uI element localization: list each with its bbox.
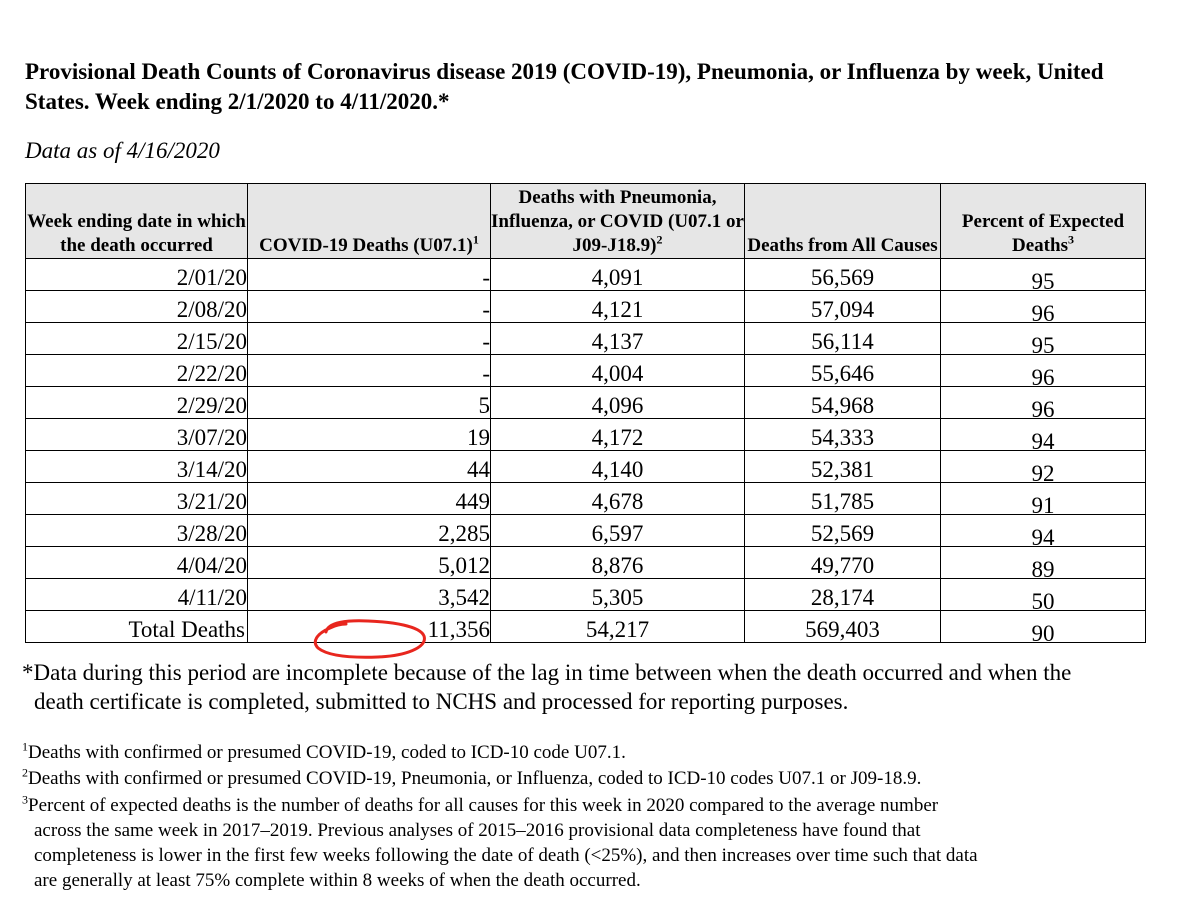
cell-week: 2/22/20 [26, 355, 248, 387]
cell-pneumonia: 4,678 [491, 483, 745, 515]
note-line: *Data during this period are incomplete because of the lag in time between when the death occurred and when the [22, 660, 1072, 685]
cell-week: 4/04/20 [26, 547, 248, 579]
cell-pneumonia: 8,876 [491, 547, 745, 579]
cell-all-causes: 28,174 [745, 579, 941, 611]
cell-percent: 96 [941, 291, 1146, 323]
cell-all-causes: 56,569 [745, 259, 941, 291]
cell-all-causes: 54,968 [745, 387, 941, 419]
cell-covid: 2,285 [248, 515, 491, 547]
cell-covid: 5 [248, 387, 491, 419]
cell-percent: 96 [941, 387, 1146, 419]
cell-pneumonia: 4,172 [491, 419, 745, 451]
cell-week: 3/28/20 [26, 515, 248, 547]
cell-percent: 95 [941, 323, 1146, 355]
total-percent: 90 [941, 611, 1146, 643]
header-covid: COVID-19 Deaths $(U07.1)^1$ [248, 184, 491, 259]
cell-pneumonia: 4,091 [491, 259, 745, 291]
table-header-row [26, 184, 1146, 259]
cell-pneumonia: 4,140 [491, 451, 745, 483]
cell-pneumonia: 4,121 [491, 291, 745, 323]
cell-week: 3/14/20 [26, 451, 248, 483]
total-pneumonia: 54,217 [491, 611, 745, 643]
cell-covid: 449 [248, 483, 491, 515]
cell-percent: 91 [941, 483, 1146, 515]
header-pneumonia: Deaths with Pneumonia, Influenza, or COVID (U07.1 or J09-J18.9)$^2$ [491, 184, 745, 259]
table-row [26, 355, 1146, 387]
cell-week: 2/15/20 [26, 323, 248, 355]
total-row [26, 611, 1146, 643]
total-label: Total Deaths [26, 611, 248, 643]
table-row [26, 547, 1146, 579]
cell-all-causes: 49,770 [745, 547, 941, 579]
table-row [26, 323, 1146, 355]
cell-pneumonia: 5,305 [491, 579, 745, 611]
cell-percent: 95 [941, 259, 1146, 291]
cell-week: 3/07/20 [26, 419, 248, 451]
header-percent-expected: Percent of Expected Deaths$^3$ [941, 184, 1146, 259]
header-all-causes: Deaths from All Causes [745, 184, 941, 259]
footnote-1: $^1$Deaths with confirmed or presumed COVID-19, coded to ICD-10 code U07.1. [22, 739, 626, 763]
footnote-2: $^2$Deaths with confirmed or presumed COVID-19, Pneumonia, or Influenza, coded to ICD-10 codes U07.1 or J09-18.9. [22, 765, 922, 789]
table-body [26, 259, 1146, 646]
cell-all-causes: 56,114 [745, 323, 941, 355]
table-row [26, 419, 1146, 451]
table-row [26, 387, 1146, 419]
table-row [26, 515, 1146, 547]
cell-all-causes: 57,094 [745, 291, 941, 323]
cell-covid: - [248, 323, 491, 355]
cell-all-causes: 52,569 [745, 515, 941, 547]
cell-covid: 19 [248, 419, 491, 451]
cell-covid: - [248, 291, 491, 323]
cell-percent: 89 [941, 547, 1146, 579]
cell-covid: 44 [248, 451, 491, 483]
footnote-3: $^3$Percent of expected deaths is the number of deaths for all causes for this week in 2020 compared to the average number across the same week in 2017–2019. Previous analyses of 2015–2016 provisional data completeness have found that completeness is lower in the first few weeks following the date of death (<25%), and then increases over time such that data are generally at least 75% complete within 8 weeks of when the death occurred. [22, 792, 978, 891]
cell-covid: - [248, 259, 491, 291]
cell-pneumonia: 4,137 [491, 323, 745, 355]
table-row [26, 579, 1146, 611]
note-line: death certificate is completed, submitted to NCHS and processed for reporting purposes. [34, 689, 849, 714]
cell-pneumonia: 4,096 [491, 387, 745, 419]
deaths-table [25, 183, 1146, 646]
data-as-of: Data as of 4/16/2020 [25, 138, 220, 163]
header-week: Week ending date in which the death occurred [26, 184, 248, 259]
cell-percent: 96 [941, 355, 1146, 387]
cell-week: 2/08/20 [26, 291, 248, 323]
total-all-causes: 569,403 [745, 611, 941, 643]
cell-percent: 50 [941, 579, 1146, 611]
document-title: Provisional Death Counts of Coronavirus disease 2019 (COVID-19), Pneumonia, or Influenza by week, United States. Week ending 2/1/2020 to 4/11/2020.* [25, 59, 1104, 114]
cell-all-causes: 55,646 [745, 355, 941, 387]
table-row [26, 451, 1146, 483]
table-row [26, 291, 1146, 323]
total-covid: 11,356 [248, 611, 491, 643]
cell-covid: 3,542 [248, 579, 491, 611]
cell-pneumonia: 4,004 [491, 355, 745, 387]
cell-week: 3/21/20 [26, 483, 248, 515]
cell-pneumonia: 6,597 [491, 515, 745, 547]
cell-percent: 92 [941, 451, 1146, 483]
table-row [26, 259, 1146, 291]
cell-week: 4/11/20 [26, 579, 248, 611]
cell-all-causes: 51,785 [745, 483, 941, 515]
cell-week: 2/29/20 [26, 387, 248, 419]
cell-percent: 94 [941, 515, 1146, 547]
cell-covid: - [248, 355, 491, 387]
cell-all-causes: 52,381 [745, 451, 941, 483]
cell-percent: 94 [941, 419, 1146, 451]
cell-all-causes: 54,333 [745, 419, 941, 451]
table-row [26, 483, 1146, 515]
cell-covid: 5,012 [248, 547, 491, 579]
cell-week: 2/01/20 [26, 259, 248, 291]
incomplete-data-note [22, 658, 1152, 716]
